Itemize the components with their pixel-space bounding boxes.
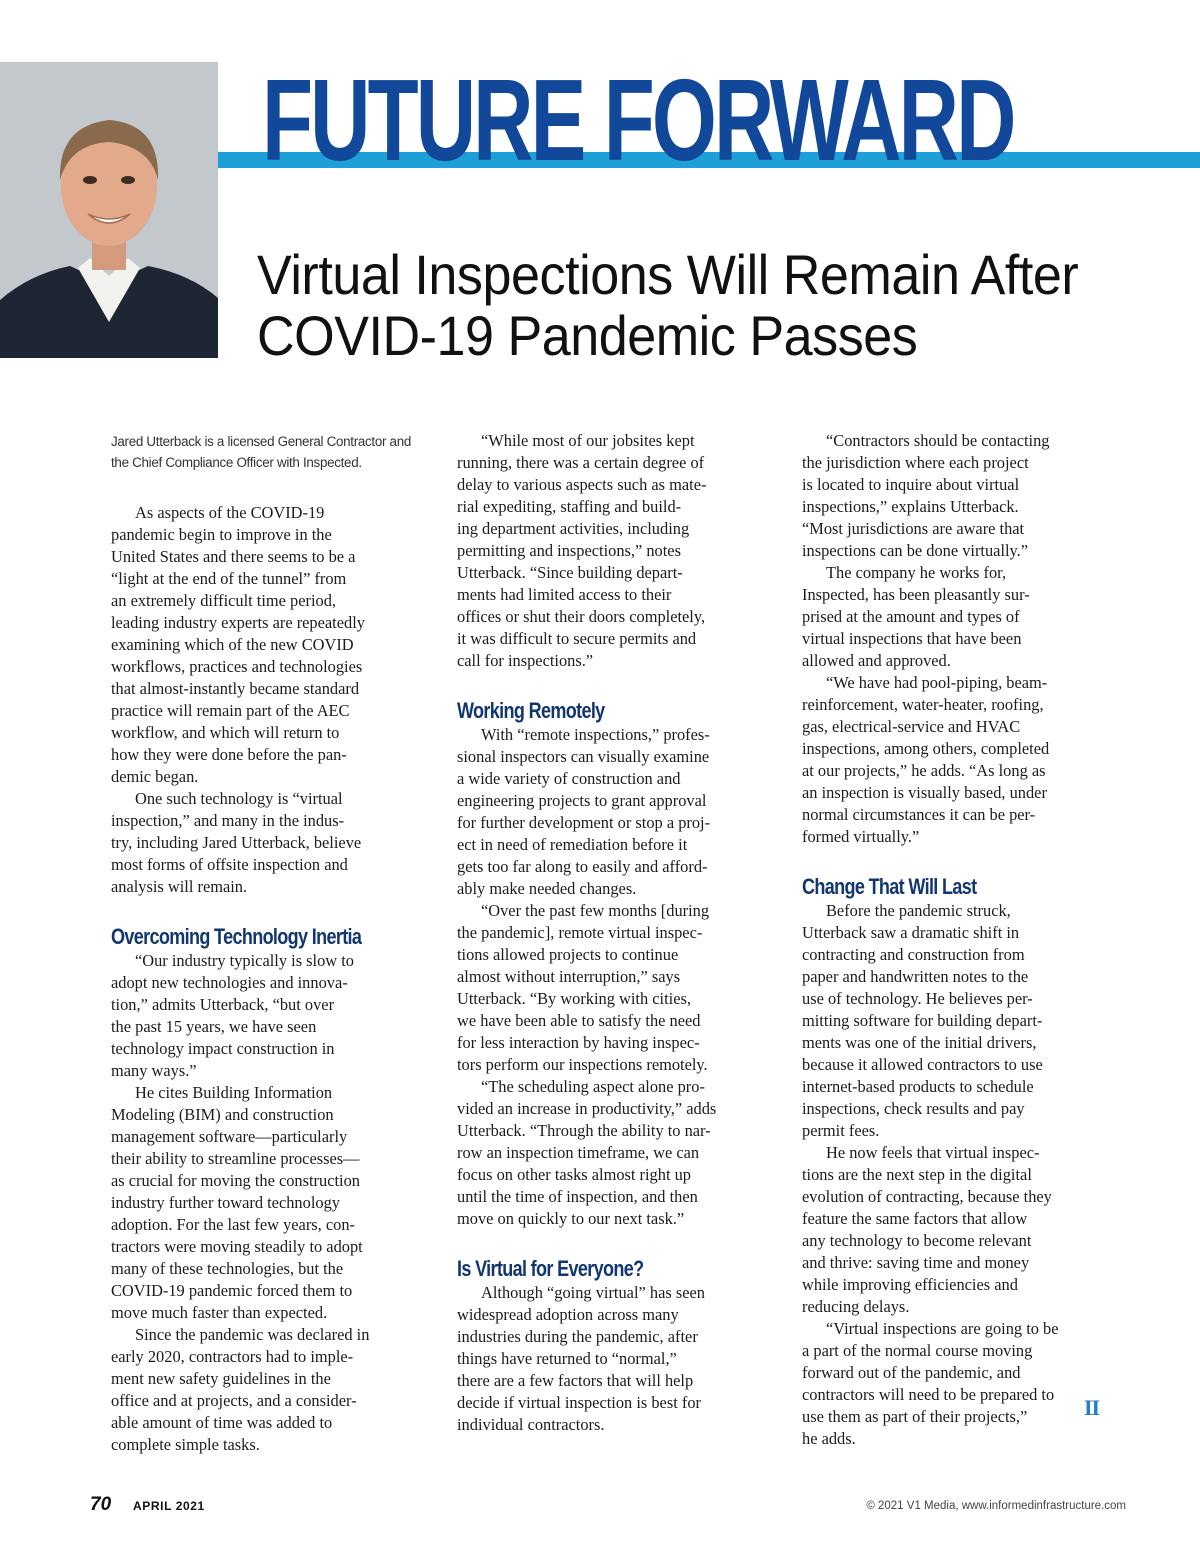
paragraph: He cites Building Information Modeling (BIM) and construction management software—particularly their ability to streamline processes— as crucial for moving the construction industry further toward technology adoption. For the last few years, con- tractors were moving steadily to adopt many of these technologies, but the COVID-19 pandemic forced them to move much faster than expected. bbox=[111, 1083, 363, 1322]
paragraph: The company he works for, Inspected, has been pleasantly sur- prised at the amount and types of virtual inspections that have been allowed and approved. bbox=[802, 563, 1030, 670]
paragraph: “Virtual inspections are going to be a part of the normal course moving forward out of the pandemic, and contractors will need to be prepared to use them as part of their projects,” he adds. bbox=[802, 1319, 1059, 1448]
paragraph: Although “going virtual” has seen widespread adoption across many industries during the pandemic, after things have returned to “normal,” there are a few factors that will help decide if virtual inspection is best for individual contractors. bbox=[457, 1283, 705, 1434]
subheading: Change That Will Last bbox=[802, 874, 977, 899]
paragraph: “Contractors should be contacting the jurisdiction where each project is located to inquire about virtual inspections,” explains Utterback. “Most jurisdictions are aware that inspections can be done virtually.” bbox=[802, 431, 1050, 560]
column-2 bbox=[457, 430, 769, 1436]
paragraph: “While most of our jobsites kept running, there was a certain degree of delay to various aspects such as mate- rial expediting, staffing and build- ing department activities, including permitting and inspections,” notes Utterback. “Since building depart- ments had limited access to their offices or shut their doors completely, it was difficult to secure permits and call for inspections.” bbox=[457, 431, 707, 670]
paragraph: “We have had pool-piping, beam- reinforcement, water-heater, roofing, gas, electrical-service and HVAC inspections, among others, completed at our projects,” he adds. “As long as an inspection is visually based, under normal circumstances it can be per- formed virtually.” bbox=[802, 673, 1050, 846]
section-kicker: FUTURE FORWARD bbox=[262, 55, 1014, 185]
author-photo bbox=[0, 62, 218, 358]
column-1 bbox=[111, 430, 426, 1456]
paragraph: He now feels that virtual inspec- tions are the next step in the digital evolution of contracting, because they feature the same factors that allow any technology to become relevant and thrive: saving time and money while improving efficiencies and reducing delays. bbox=[802, 1143, 1052, 1316]
paragraph: “The scheduling aspect alone pro- vided an increase in productivity,” adds Utterback. “Through the ability to nar- row an inspection timeframe, we can focus on other tasks almost right up until the time of inspection, and then move on quickly to our next task.” bbox=[457, 1077, 717, 1228]
copyright-credit: © 2021 V1 Media, www.informedinfrastructure.com bbox=[866, 1500, 1126, 1512]
author-byline: Jared Utterback is a licensed General Contractor and the Chief Compliance Officer with Inspected. bbox=[111, 434, 411, 470]
headline-line-2: COVID-19 Pandemic Passes bbox=[257, 304, 918, 367]
paragraph: “Our industry typically is slow to adopt new technologies and innova- tion,” admits Utterback, “but over the past 15 years, we have seen technology impact construction in many ways.” bbox=[111, 951, 354, 1080]
end-of-article-mark: II bbox=[1084, 1395, 1100, 1420]
paragraph: Since the pandemic was declared in early 2020, contractors had to imple- ment new safety guidelines in the office and at projects, and a consider- able amount of time was added to complete simple tasks. bbox=[111, 1325, 370, 1454]
paragraph: One such technology is “virtual inspection,” and many in the indus- try, including Jared Utterback, believe most forms of offsite inspection and analysis will remain. bbox=[111, 789, 362, 896]
paragraph: Before the pandemic struck, Utterback saw a dramatic shift in contracting and construction from paper and handwritten notes to the use of technology. He believes per- mitting software for building depart- ments was one of the initial drivers, because it allowed contractors to use internet-based products to schedule inspections, check results and pay permit fees. bbox=[802, 901, 1043, 1140]
headline-line-1: Virtual Inspections Will Remain After bbox=[257, 243, 1079, 306]
author-portrait-image bbox=[0, 62, 218, 358]
paragraph: With “remote inspections,” profes- sional inspectors can visually examine a wide variety of construction and engineering projects to grant approval for further development or stop a proj- ect in need of remediation before it gets too far along to easily and afford- ably make needed changes. bbox=[457, 725, 711, 898]
issue-date: APRIL 2021 bbox=[133, 1499, 205, 1513]
paragraph: As aspects of the COVID-19 pandemic begin to improve in the United States and there seems to be a “light at the end of the tunnel” from an extremely difficult time period, leading industry experts are repeatedly examining which of the new COVID workflows, practices and technologies that almost-instantly became standard practice will remain part of the AEC workflow, and which will return to how they were done before the pan- demic began. bbox=[111, 503, 365, 786]
subheading: Working Remotely bbox=[457, 698, 605, 723]
article-headline bbox=[257, 244, 1094, 366]
page-number: 70 bbox=[90, 1494, 112, 1515]
subheading: Overcoming Technology Inertia bbox=[111, 924, 362, 949]
paragraph: “Over the past few months [during the pandemic], remote virtual inspec- tions allowed projects to continue almost without interruption,” says Utterback. “By working with cities, we have been able to satisfy the need for less interaction by having inspec- tors perform our inspections remotely. bbox=[457, 901, 710, 1074]
subheading: Is Virtual for Everyone? bbox=[457, 1256, 644, 1281]
column-3 bbox=[802, 430, 1112, 1450]
